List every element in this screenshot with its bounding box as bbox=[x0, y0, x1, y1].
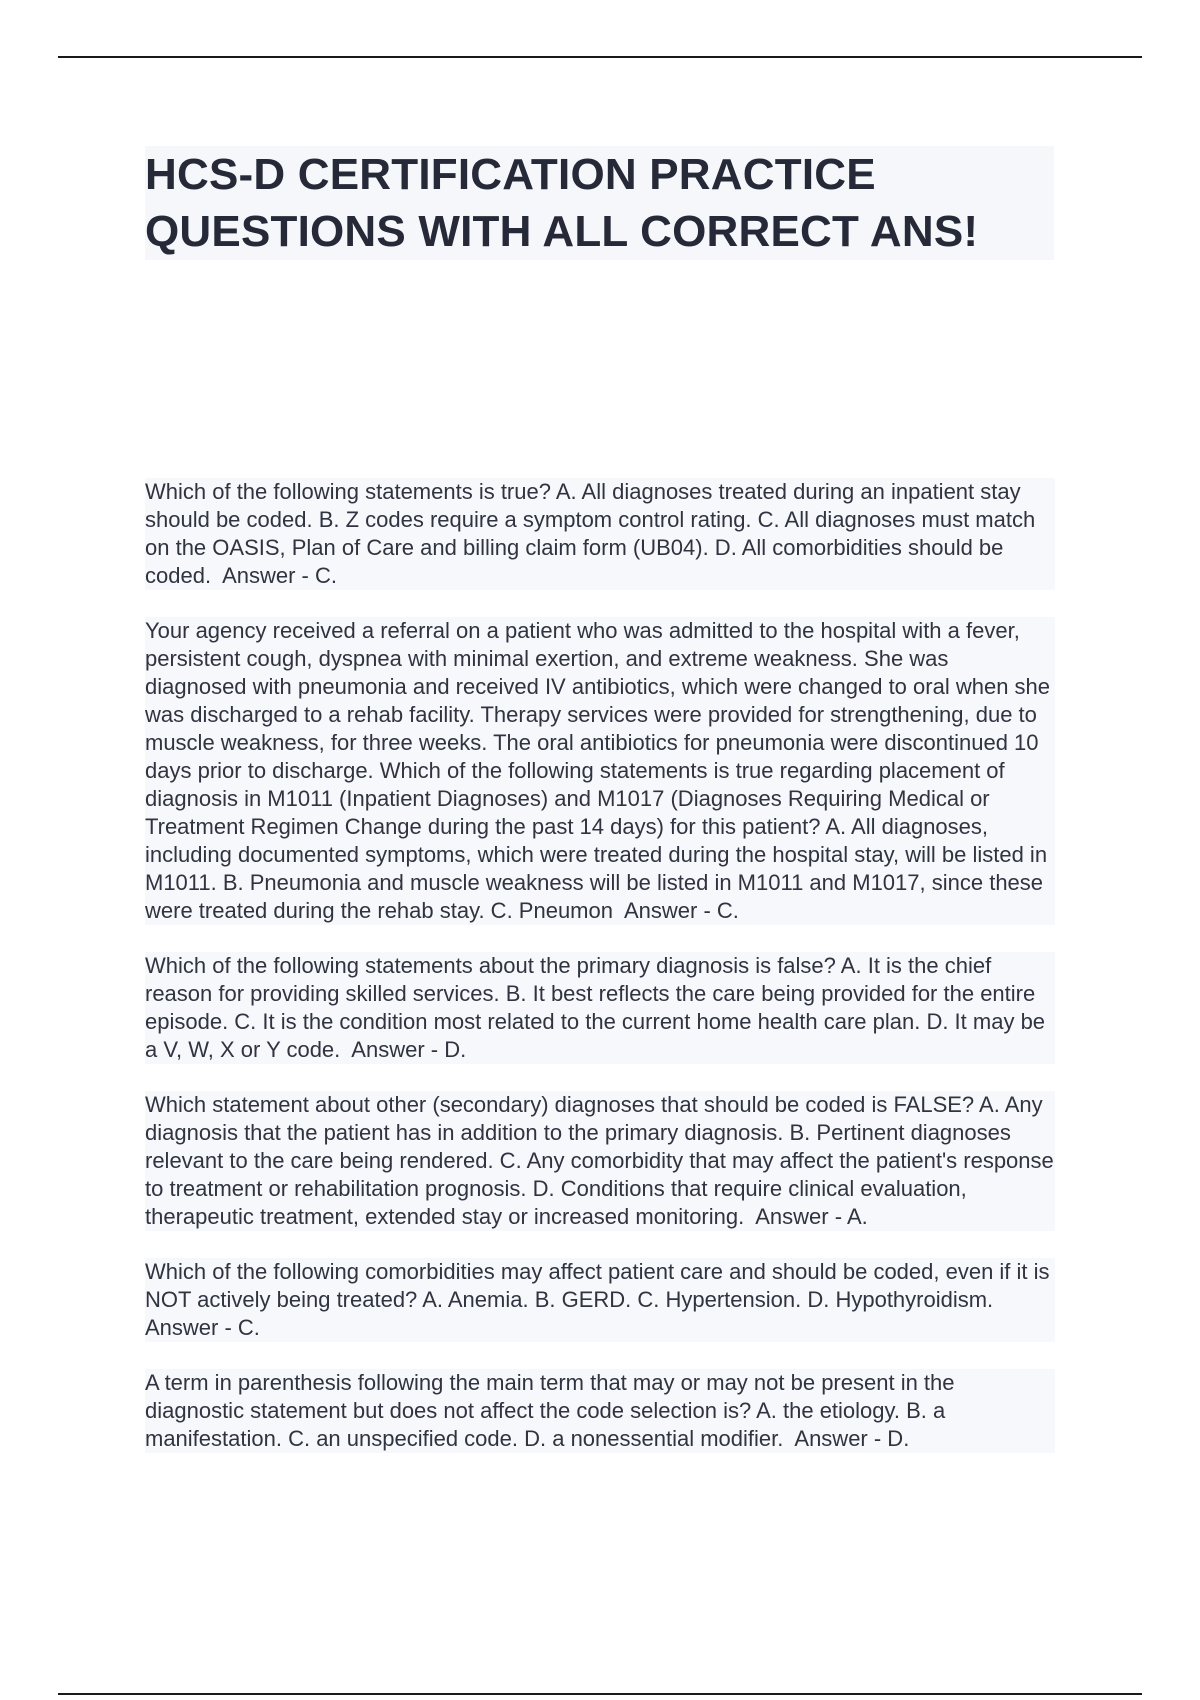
top-divider bbox=[58, 56, 1142, 58]
qa-item bbox=[145, 1091, 1055, 1231]
question-text: Which of the following statements is true? A. All diagnoses treated during an inpatient stay should be coded. B. Z codes require a symptom control rating. C. All diagnoses must match on the OASIS, Plan of Care and billing claim form (UB04). D. All comorbidities should be coded. bbox=[145, 479, 1036, 588]
qa-item bbox=[145, 1369, 1055, 1453]
answer-text: Answer - C. bbox=[222, 563, 337, 588]
bottom-divider bbox=[58, 1693, 1142, 1695]
qa-list bbox=[145, 478, 1055, 1480]
qa-item bbox=[145, 952, 1055, 1064]
answer-text: Answer - D. bbox=[794, 1426, 910, 1451]
question-text: A term in parenthesis following the main term that may or may not be present in the diagnostic statement but does not affect the code selection is? A. the etiology. B. a manifestation. C. an unspecified code. D. a nonessential modifier. bbox=[145, 1370, 955, 1451]
question-text: Your agency received a referral on a patient who was admitted to the hospital with a fever, persistent cough, dyspnea with minimal exertion, and extreme weakness. She was diagnosed with pneumonia and received IV antibiotics, which were changed to oral when she was discharged to a rehab facility. Therapy services were provided for strengthening, due to muscle weakness, for three weeks. The oral antibiotics for pneumonia were discontinued 10 days prior to discharge. Which of the following statements is true regarding placement of diagnosis in M1011 (Inpatient Diagnoses) and M1017 (Diagnoses Requiring Medical or Treatment Regimen Change during the past 14 days) for this patient? A. All diagnoses, including documented symptoms, which were treated during the hospital stay, will be listed in M1011. B. Pneumonia and muscle weakness will be listed in M1011 and M1017, since these were treated during the rehab stay. C. Pneumon bbox=[145, 618, 1051, 923]
question-text: Which of the following comorbidities may affect patient care and should be coded, even if it is NOT actively being treated? A. Anemia. B. GERD. C. Hypertension. D. Hypothyroidism. bbox=[145, 1259, 1050, 1312]
answer-text: Answer - A. bbox=[755, 1204, 868, 1229]
answer-text: Answer - C. bbox=[624, 898, 739, 923]
qa-item bbox=[145, 1258, 1055, 1342]
answer-text: Answer - D. bbox=[351, 1037, 467, 1062]
qa-item bbox=[145, 617, 1055, 925]
question-text: Which of the following statements about the primary diagnosis is false? A. It is the chief reason for providing skilled services. B. It best reflects the care being provided for the entire episode. C. It is the condition most related to the current home health care plan. D. It may be a V, W, X or Y code. bbox=[145, 953, 1046, 1062]
answer-text: Answer - C. bbox=[145, 1315, 260, 1340]
question-text: Which statement about other (secondary) diagnoses that should be coded is FALSE? A. Any diagnosis that the patient has in addition to the primary diagnosis. B. Pertinent diagnoses relevant to the care being rendered. C. Any comorbidity that may affect the patient's response to treatment or rehabilitation prognosis. D. Conditions that require clinical evaluation, therapeutic treatment, extended stay or increased monitoring. bbox=[145, 1092, 1054, 1229]
page-title: HCS-D CERTIFICATION PRACTICE QUESTIONS WITH ALL CORRECT ANS! bbox=[145, 146, 1054, 260]
qa-item bbox=[145, 478, 1055, 590]
